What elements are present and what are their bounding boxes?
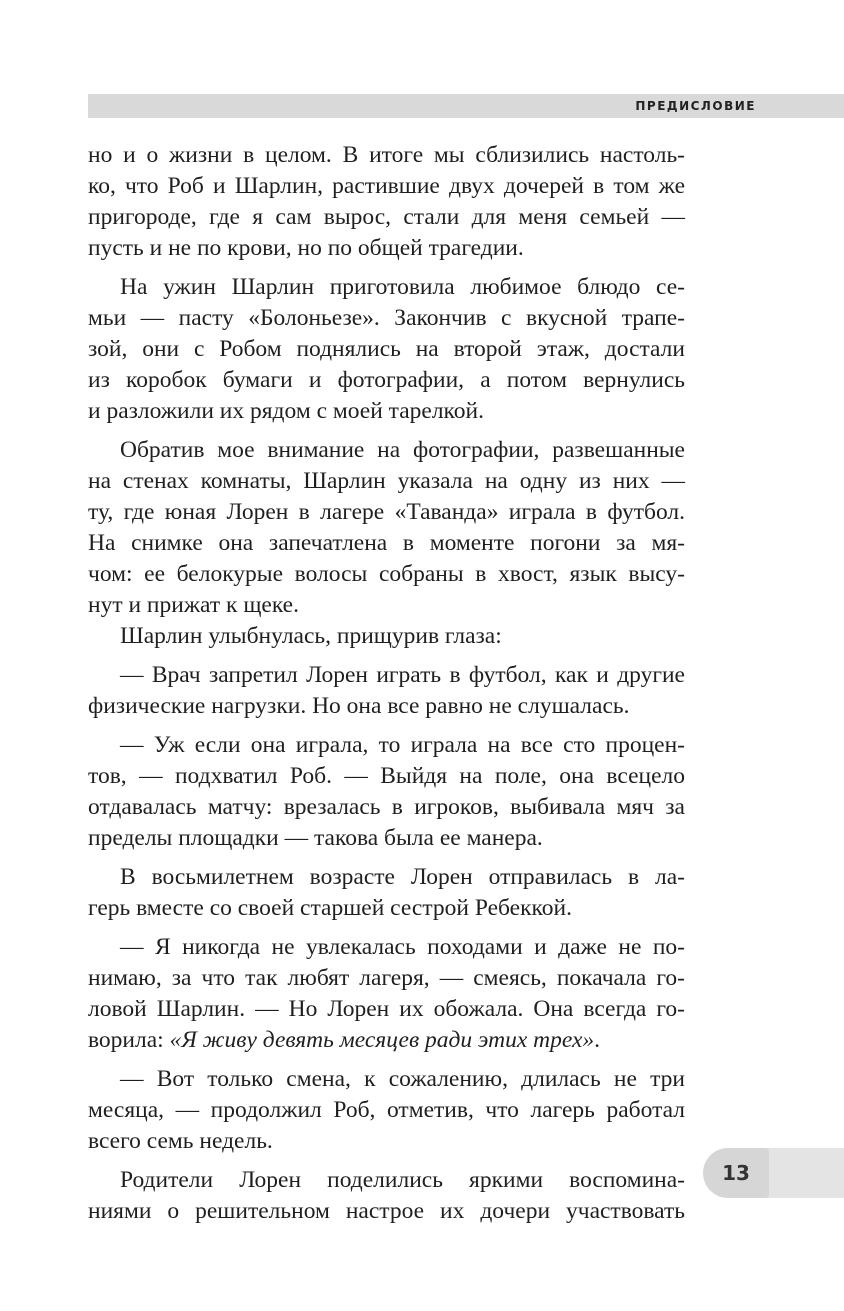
body-text xyxy=(88,140,685,1227)
text-line: ниями о решительном настрое их дочери участвовать xyxy=(88,1198,685,1224)
text-line: всего семь недель. xyxy=(88,1128,273,1154)
text-line: На снимке она запечатлена в моменте погони за мя- xyxy=(88,530,685,556)
text-line: На ужин Шарлин приготовила любимое блюдо се- xyxy=(120,274,685,300)
text-line: герь вместе со своей старшей сестрой Ребеккой. xyxy=(88,895,572,921)
text-line: — Я никогда не увлекалась походами и даже не по- xyxy=(120,934,685,960)
text-line: физические нагрузки. Но она все равно не слушалась. xyxy=(88,693,630,719)
text-line: зой, они с Робом поднялись на второй этаж, достали xyxy=(88,336,685,362)
text-line: Родители Лорен поделились яркими воспомина- xyxy=(120,1167,685,1193)
text-line: Обратив мое внимание на фотографии, развешанные xyxy=(120,437,685,463)
text-line: но и о жизни в целом. В итоге мы сблизились настоль- xyxy=(88,142,685,168)
text-line: чом: ее белокурые волосы собраны в хвост, язык высу- xyxy=(88,561,685,587)
text-line: — Уж если она играла, то играла на все сто процен- xyxy=(120,732,685,758)
text-line: ко, что Роб и Шарлин, растившие двух дочерей в том же xyxy=(88,173,685,199)
text-line: нимаю, за что так любят лагеря, — смеясь, покачала го- xyxy=(88,965,685,991)
text-line: месяца, — продолжил Роб, отметив, что лагерь работал xyxy=(88,1097,685,1123)
text-line-with-quote xyxy=(88,1025,685,1056)
text-line: пригороде, где я сам вырос, стали для меня семьей — xyxy=(88,204,685,230)
text-line: В восьмилетнем возрасте Лорен отправилась в ла- xyxy=(120,864,685,890)
text-line: пределы площадки — такова была ее манера. xyxy=(88,825,543,851)
text-line: отдавалась матчу: врезалась в игроков, выбивала мяч за xyxy=(88,794,685,820)
text-line: ту, где юная Лорен в лагере «Таванда» играла в футбол. xyxy=(88,499,685,525)
text-line: Шарлин улыбнулась, прищурив глаза: xyxy=(120,623,502,649)
text-line: нут и прижат к щеке. xyxy=(88,592,299,618)
text-line: на стенах комнаты, Шарлин указала на одну из них — xyxy=(88,468,685,494)
italic-quote: «Я живу девять месяцев ради этих трех» xyxy=(169,1027,595,1053)
text-line: — Вот только смена, к сожалению, длилась не три xyxy=(120,1066,685,1092)
text-run: ворила: xyxy=(88,1027,170,1053)
running-header-title: ПРЕДИСЛОВИЕ xyxy=(635,99,756,113)
text-line: мьи — пасту «Болоньезе». Закончив с вкусной трапе- xyxy=(88,305,685,331)
page-number: 13 xyxy=(722,1161,750,1185)
text-line: ловой Шарлин. — Но Лорен их обожала. Она всегда го- xyxy=(88,996,685,1022)
text-line: тов, — подхватил Роб. — Выйдя на поле, она всецело xyxy=(88,763,685,789)
text-run: . xyxy=(594,1027,601,1053)
text-line: из коробок бумаги и фотографии, а потом вернулись xyxy=(88,367,685,393)
text-line: — Врач запретил Лорен играть в футбол, как и другие xyxy=(120,662,685,688)
text-line: и разложили их рядом с моей тарелкой. xyxy=(88,398,484,424)
text-line: пусть и не по крови, но по общей трагедии. xyxy=(88,235,524,261)
